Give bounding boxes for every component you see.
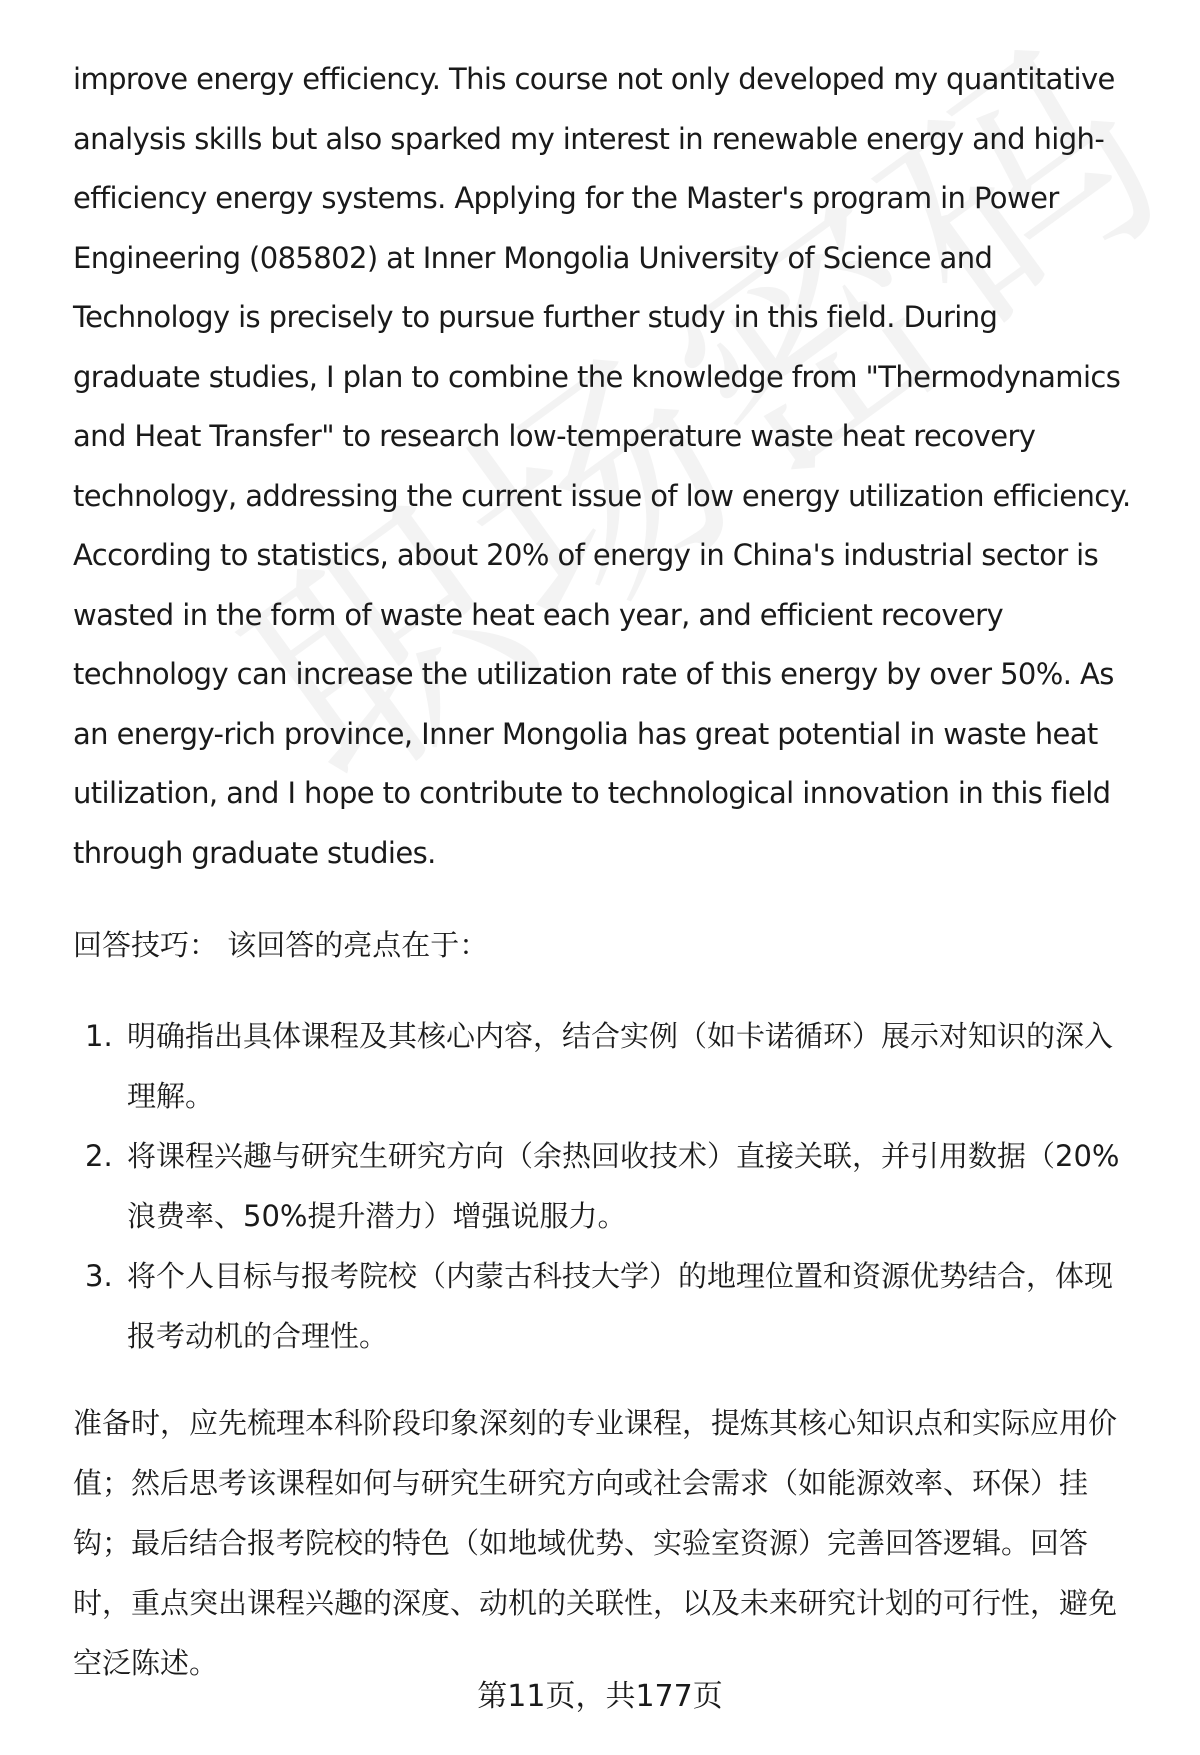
preparation-paragraph: 准备时，应先梳理本科阶段印象深刻的专业课程，提炼其核心知识点和实际应用价 值；然后思考该课程如何与研究生研究方向或社会需求（如能源效率、环保）挂 钩；最后结合报考院校的特色（如地域优势、实验室资源）完善回答逻辑。回答 时，重点突出课程兴趣的深度、动机的关联性，以及未来研究计划的可行性，避免 空泛陈述。 xyxy=(73,1406,1118,1680)
list-item-text: 将个人目标与报考院校（内蒙古科技大学）的地理位置和资源优势结合，体现 报考动机的合理性。 xyxy=(127,1259,1114,1353)
english-answer-paragraph: improve energy efficiency. This course not only developed my quantitative analysis skills but also sparked my interest in renewable energy and high- efficiency energy systems. Applying for the Master's program in Power Engineering (085802) at Inner Mongolia University of Science and Technology is precisely to pursue further study in this field. During graduate studies, I plan to combine the knowledge from "Thermodynamics and Heat Transfer" to research low-temperature waste heat recovery technology, addressing the current issue of low energy utilization efficiency. According to statistics, about 20% of energy in China's industrial sector is wasted in the form of waste heat each year, and efficient recovery technology can increase the utilization rate of this energy by over 50%. As an energy-rich province, Inner Mongolia has great potential in waste heat utilization, and I hope to contribute to technological innovation in this field through graduate studies. xyxy=(73,62,1131,870)
list-item-text: 将课程兴趣与研究生研究方向（余热回收技术）直接关联，并引用数据（20% 浪费率、50%提升潜力）增强说服力。 xyxy=(127,1139,1120,1233)
list-item-number: 3. xyxy=(85,1259,113,1293)
list-item-number: 2. xyxy=(85,1139,113,1173)
list-item-text: 明确指出具体课程及其核心内容，结合实例（如卡诺循环）展示对知识的深入 理解。 xyxy=(127,1019,1114,1113)
page-number: 第11页，共177页 xyxy=(477,1679,723,1714)
list-item xyxy=(73,1246,1153,1366)
list-item-number: 1. xyxy=(85,1019,113,1053)
list-item xyxy=(73,1006,1153,1126)
tips-heading: 回答技巧： 该回答的亮点在于： xyxy=(73,928,489,962)
list-item xyxy=(73,1126,1153,1246)
tips-list xyxy=(73,1006,1153,1366)
